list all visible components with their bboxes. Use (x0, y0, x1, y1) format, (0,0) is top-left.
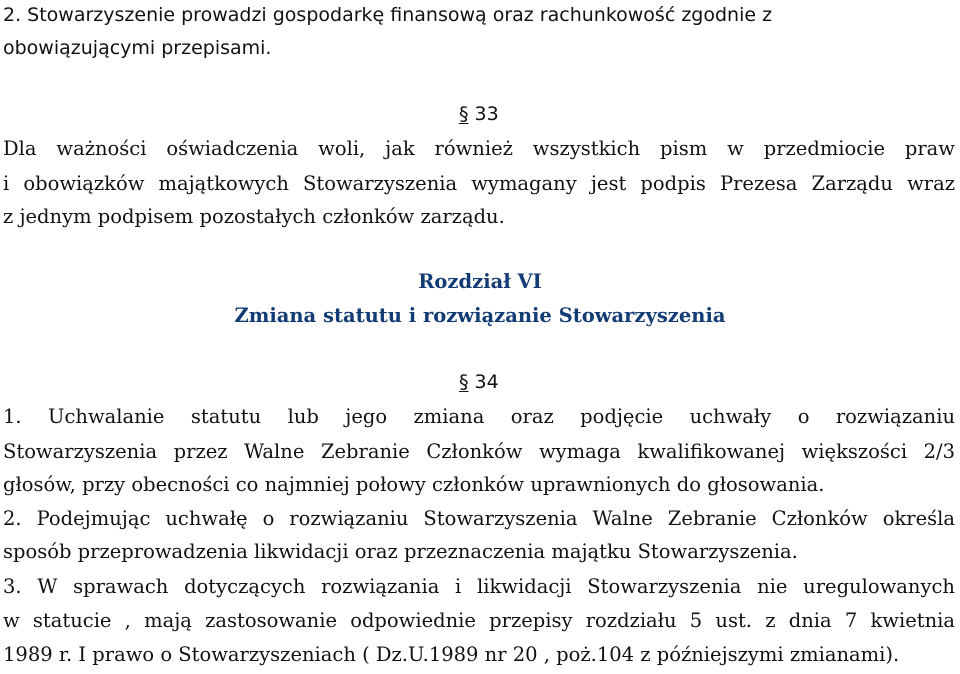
paragraph-34-point-3-line-2: w statucie , mają zastosowanie odpowiednie przepisy rozdziału 5 ust. z dnia 7 kwietnia (3, 609, 955, 632)
paragraph-number: 34 (474, 371, 499, 393)
paragraph-33-line-2: i obowiązków majątkowych Stowarzyszenia wymagany jest podpis Prezesa Zarządu wraz (3, 172, 955, 195)
paragraph-34-point-1-line-1: 1. Uchwalanie statutu lub jego zmiana oraz podjęcie uchwały o rozwiązaniu (3, 405, 955, 428)
paragraph-33-line-3: z jednym podpisem pozostałych członków zarządu. (3, 205, 505, 228)
paragraph-34-point-1-line-2: Stowarzyszenia przez Walne Zebranie Członków wymaga kwalifikowanej większości 2/3 (3, 440, 955, 463)
chapter-subtitle: Zmiana statutu i rozwiązanie Stowarzyszenia (234, 304, 726, 327)
section-sign: § (459, 371, 469, 393)
paragraph-number: 33 (474, 103, 499, 125)
paragraph-34-heading (459, 370, 499, 394)
paragraph-33-line-1: Dla ważności oświadczenia woli, jak również wszystkich pism w przedmiocie praw (3, 137, 955, 160)
paragraph-34-point-2-line-1: 2. Podejmując uchwałę o rozwiązaniu Stowarzyszenia Walne Zebranie Członków określa (3, 507, 955, 530)
paragraph-34-point-3-line-3: 1989 r. I prawo o Stowarzyszeniach ( Dz.U.1989 nr 20 , poż.104 z późniejszymi zmianami). (3, 643, 900, 666)
paragraph-34-point-2-line-2: sposób przeprowadzenia likwidacji oraz przeznaczenia majątku Stowarzyszenia. (3, 540, 798, 563)
point-2-line-2: obowiązującymi przepisami. (3, 37, 272, 59)
paragraph-34-point-3-line-1: 3. W sprawach dotyczących rozwiązania i likwidacji Stowarzyszenia nie uregulowanych (3, 575, 955, 598)
chapter-title: Rozdział VI (418, 270, 542, 293)
paragraph-33-heading (459, 102, 499, 126)
paragraph-34-point-1-line-3: głosów, przy obecności co najmniej połowy członków uprawnionych do głosowania. (3, 473, 825, 496)
point-2-line-1: 2. Stowarzyszenie prowadzi gospodarkę finansową oraz rachunkowość zgodnie z (3, 4, 773, 26)
section-sign: § (459, 103, 469, 125)
